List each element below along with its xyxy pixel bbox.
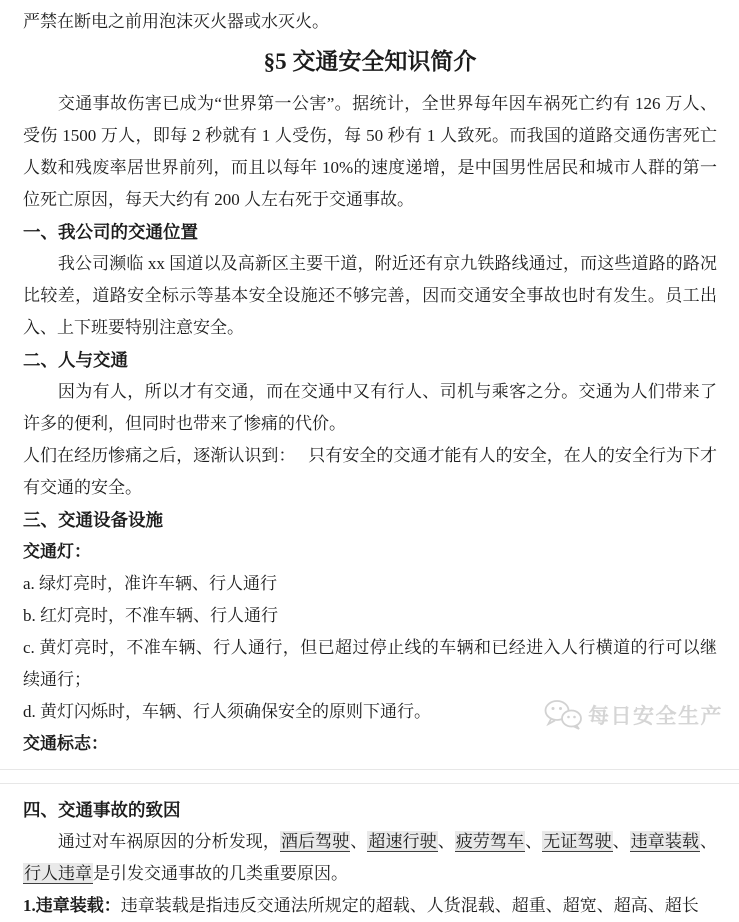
cause-term-fatigued-driving: 疲劳驾车: [455, 832, 525, 851]
wechat-icon: [543, 699, 583, 730]
cause-term-unlicensed-driving: 无证驾驶: [543, 832, 612, 851]
illegal-loading-label: 1.违章装载：: [23, 896, 121, 915]
preceding-paragraph: 严禁在断电之前用泡沫灭火器或水灭火。: [23, 12, 329, 31]
heading-section-4: 四、交通事故的致因: [23, 800, 181, 820]
term-separator: 、: [700, 832, 718, 851]
watermark: [543, 699, 723, 730]
watermark-label: 每日安全生产: [588, 703, 723, 728]
traffic-light-item-a: a. 绿灯亮时，准许车辆、行人通行: [23, 574, 278, 593]
cause-term-illegal-loading: 违章装载: [630, 832, 700, 851]
term-separator: 、: [437, 832, 455, 851]
traffic-light-item-d: d. 黄灯闪烁时，车辆、行人须确保安全的原则下通行。: [23, 702, 431, 721]
cause-paragraph-prefix: 通过对车祸原因的分析发现，: [57, 832, 280, 851]
term-separator: 、: [350, 832, 368, 851]
traffic-light-item-b: b. 红灯亮时，不准车辆、行人通行: [23, 606, 278, 625]
heading-section-1: 一、我公司的交通位置: [23, 222, 198, 242]
cause-term-speeding: 超速行驶: [368, 832, 437, 851]
cause-paragraph-suffix: 是引发交通事故的几类重要原因。: [93, 864, 348, 883]
traffic-light-item-c: c. 黄灯亮时，不准车辆、行人通行，但已超过停止线的车辆和已经进入人行横道的行可以继续通行；: [23, 638, 717, 689]
section-4-paragraph: [23, 826, 717, 890]
traffic-sign-subheading: 交通标志：: [23, 734, 108, 753]
screenshot-seam-divider: [0, 769, 739, 784]
illegal-loading-item: [23, 890, 717, 922]
section-1-paragraph: 我公司濒临 xx 国道以及高新区主要干道，附近还有京九铁路线通过，而这些道路的路况比较差，道路安全标示等基本安全设施还不够完善，因而交通安全事故也时有发生。员工出入、上下班要特别注意安全。: [23, 254, 717, 337]
illegal-loading-text: 违章装载是指违反交通法所规定的超载、人货混载、超重、超宽、超高、超长: [120, 896, 699, 915]
traffic-light-subheading: 交通灯：: [23, 542, 91, 561]
heading-section-2: 二、人与交通: [23, 350, 128, 370]
term-separator: 、: [525, 832, 543, 851]
heading-section-3: 三、交通设备设施: [23, 510, 163, 530]
cause-term-pedestrian-violation: 行人违章: [24, 864, 92, 883]
section-2-paragraph-2: 人们在经历惨痛之后，逐渐认识到： 只有安全的交通才能有人的安全，在人的安全行为下才有交通的安全。: [23, 446, 717, 497]
section-2-paragraph-1: 因为有人，所以才有交通，而在交通中又有行人、司机与乘客之分。交通为人们带来了许多的便利，但同时也带来了惨痛的代价。: [23, 382, 717, 433]
intro-paragraph: 交通事故伤害已成为“世界第一公害”。据统计，全世界每年因车祸死亡约有 126 万人、受伤 1500 万人，即每 2 秒就有 1 人受伤，每 50 秒有 1 人致死。而我国的道路交通伤害死亡人数和残废率居世界前列，而且以每年 10%的速度递增，是中国男性居民和城市人群的第一位死亡原因，每天大约有 200 人左右死于交通事故。: [23, 94, 717, 209]
cause-term-drunk-driving: 酒后驾驶: [280, 832, 350, 851]
term-separator: 、: [612, 832, 630, 851]
page-title: §5 交通安全知识简介: [263, 49, 477, 74]
